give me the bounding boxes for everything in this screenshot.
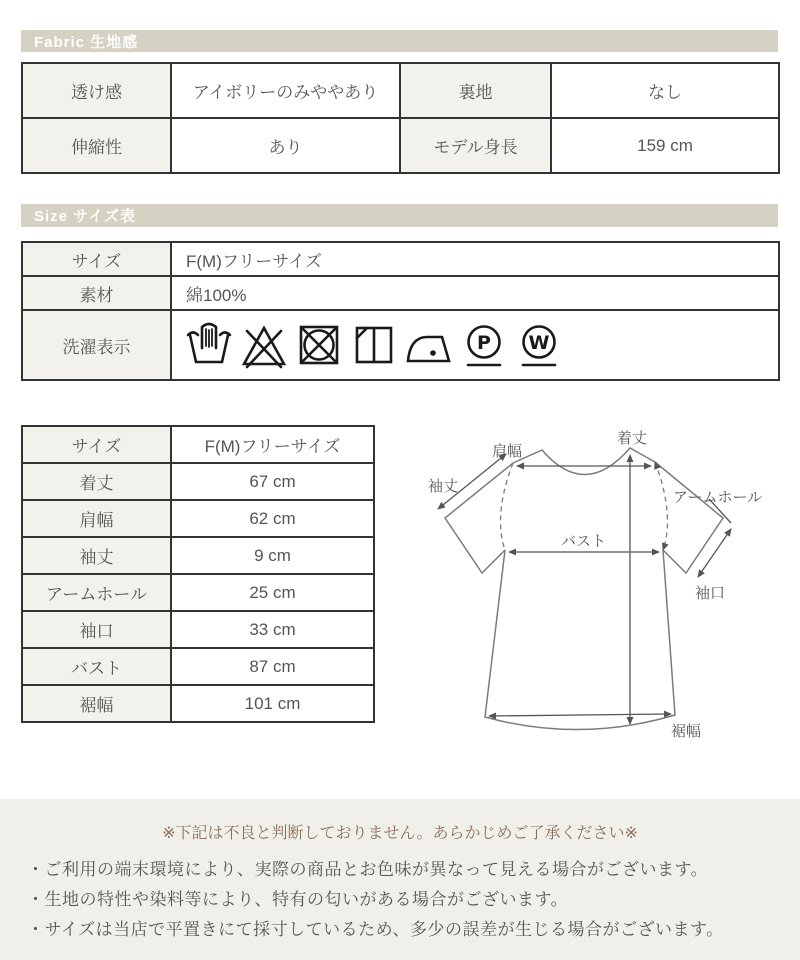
table-row [22,648,374,685]
row-label: 伸縮性 [22,118,171,173]
table-row [22,242,779,276]
row-value: 25 cm [171,574,374,611]
row-label: バスト [22,648,171,685]
row-label: 袖口 [22,611,171,648]
row-value: 159 cm [551,118,779,173]
row-value: 101 cm [171,685,374,722]
table-row [22,500,374,537]
disclaimer-title: ※下記は不良と判断しておりません。あらかじめご了承ください※ [162,825,638,842]
row-label: 袖丈 [22,537,171,574]
row-value: 62 cm [171,500,374,537]
row-value: 9 cm [171,537,374,574]
disclaimer-item: ・ご利用の端末環境により、実際の商品とお色味が異なって見える場合がございます。 [27,860,709,879]
column-header: サイズ [22,426,171,463]
table-row [22,63,779,118]
size-section-header: Size サイズ表 [21,204,778,227]
table-row [22,463,374,500]
row-value: F(M)フリーサイズ [171,242,779,276]
table-row [22,276,779,310]
row-label: 洗濯表示 [22,310,171,380]
column-header: F(M)フリーサイズ [171,426,374,463]
disclaimer-item: ・サイズは当店で平置きにて採寸しているため、多少の誤差が生じる場合がございます。 [27,920,724,939]
label-katahaba: 肩幅 [492,443,523,460]
row-label: 裾幅 [22,685,171,722]
measurements-table [21,425,375,723]
row-label: 肩幅 [22,500,171,537]
dry-clean-p-icon [459,321,509,369]
row-label: 着丈 [22,463,171,500]
label-sodetake: 袖丈 [428,478,459,495]
disclaimer-section [0,799,800,960]
care-letter: P [477,332,491,354]
label-armhole: アームホール [673,489,763,506]
hand-wash-icon [184,321,234,369]
disclaimer-list [0,855,800,945]
size-info-table [21,241,780,381]
label-kitake: 着丈 [617,430,648,447]
row-value: あり [171,118,400,173]
label-sodeguchi: 袖口 [695,585,726,602]
care-symbols-cell [171,310,779,380]
line-dry-in-shade-icon [349,321,399,369]
row-label: 裏地 [400,63,551,118]
row-label: モデル身長 [400,118,551,173]
fabric-info-table [21,62,780,174]
table-row [22,310,779,380]
row-value: 綿100% [171,276,779,310]
iron-low-heat-icon [404,321,454,369]
row-label: サイズ [22,242,171,276]
row-value: 67 cm [171,463,374,500]
table-row [22,537,374,574]
fabric-section-header: Fabric 生地感 [21,30,778,52]
table-row [22,685,374,722]
laundry-care-icons [173,321,777,369]
row-value: なし [551,63,779,118]
label-bust: バスト [561,533,607,550]
row-value: アイボリーのみややあり [171,63,400,118]
care-letter: W [528,332,550,354]
table-row [22,611,374,648]
table-row [22,574,374,611]
row-label: 素材 [22,276,171,310]
label-susohaba: 裾幅 [671,723,702,740]
do-not-bleach-icon [239,321,289,369]
do-not-tumble-dry-icon [294,321,344,369]
row-label: 透け感 [22,63,171,118]
table-row [22,118,779,173]
wet-clean-w-icon [514,321,564,369]
row-value: 87 cm [171,648,374,685]
disclaimer-item: ・生地の特性や染料等により、特有の匂いがある場合がございます。 [27,890,569,909]
row-label: アームホール [22,574,171,611]
tshirt-measurement-diagram [395,425,800,760]
table-row [22,426,374,463]
row-value: 33 cm [171,611,374,648]
